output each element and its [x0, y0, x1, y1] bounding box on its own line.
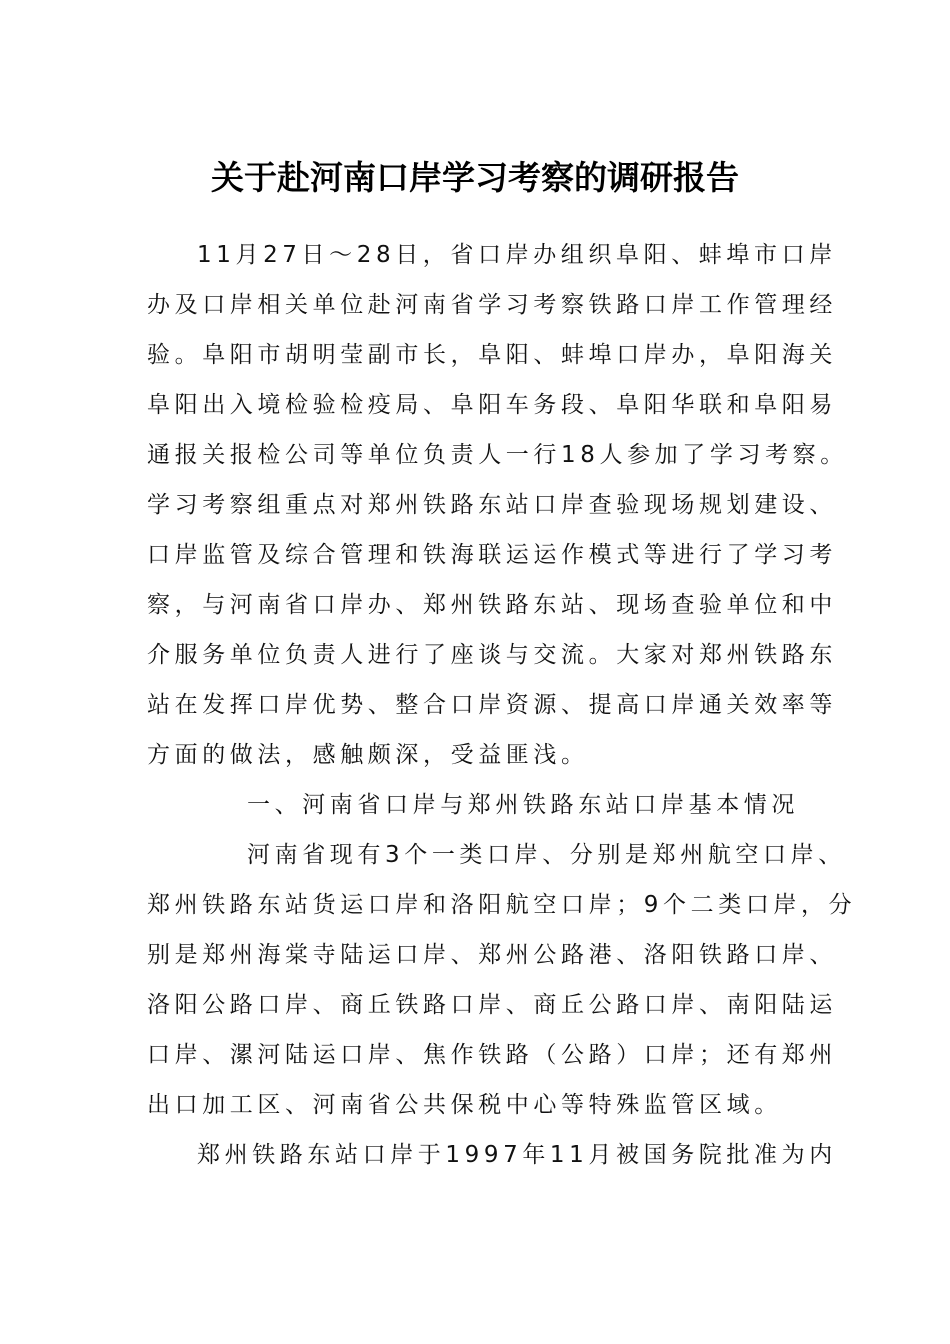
section-heading-1: 一、河南省口岸与郑州铁路东站口岸基本情况 [247, 792, 799, 818]
paragraph-1-line-7: 口岸监管及综合管理和铁海联运运作模式等进行了学习考 [147, 542, 837, 568]
paragraph-1-line-9: 介服务单位负责人进行了座谈与交流。大家对郑州铁路东 [147, 642, 837, 668]
paragraph-2-line-2: 郑州铁路东站货运口岸和洛阳航空口岸；9个二类口岸，分 [147, 892, 857, 918]
document-title: 关于赴河南口岸学习考察的调研报告 [211, 158, 739, 197]
paragraph-1-line-8: 察，与河南省口岸办、郑州铁路东站、现场查验单位和中 [147, 592, 837, 618]
paragraph-2-line-4: 洛阳公路口岸、商丘铁路口岸、商丘公路口岸、南阳陆运 [147, 992, 837, 1018]
paragraph-1-line-10: 站在发挥口岸优势、整合口岸资源、提高口岸通关效率等 [147, 692, 837, 718]
paragraph-2-line-3: 别是郑州海棠寺陆运口岸、郑州公路港、洛阳铁路口岸、 [147, 942, 837, 968]
paragraph-1-line-11: 方面的做法，感触颇深，受益匪浅。 [147, 742, 589, 768]
paragraph-1-line-4: 阜阳出入境检验检疫局、阜阳车务段、阜阳华联和阜阳易 [147, 392, 837, 418]
paragraph-2-line-5: 口岸、漯河陆运口岸、焦作铁路（公路）口岸；还有郑州 [147, 1042, 837, 1068]
paragraph-2-line-1: 河南省现有3个一类口岸、分别是郑州航空口岸、 [247, 842, 846, 868]
paragraph-1-line-1: 11月27日～28日，省口岸办组织阜阳、蚌埠市口岸 [197, 242, 837, 268]
paragraph-1-line-3: 验。阜阳市胡明莹副市长，阜阳、蚌埠口岸办，阜阳海关 [147, 342, 837, 368]
paragraph-2-line-6: 出口加工区、河南省公共保税中心等特殊监管区域。 [147, 1092, 782, 1118]
paragraph-1-line-5: 通报关报检公司等单位负责人一行18人参加了学习考察。 [147, 442, 848, 468]
paragraph-1-line-6: 学习考察组重点对郑州铁路东站口岸查验现场规划建设、 [147, 492, 837, 518]
paragraph-1-line-2: 办及口岸相关单位赴河南省学习考察铁路口岸工作管理经 [147, 292, 837, 318]
paragraph-3-line-1: 郑州铁路东站口岸于1997年11月被国务院批准为内 [197, 1142, 837, 1168]
